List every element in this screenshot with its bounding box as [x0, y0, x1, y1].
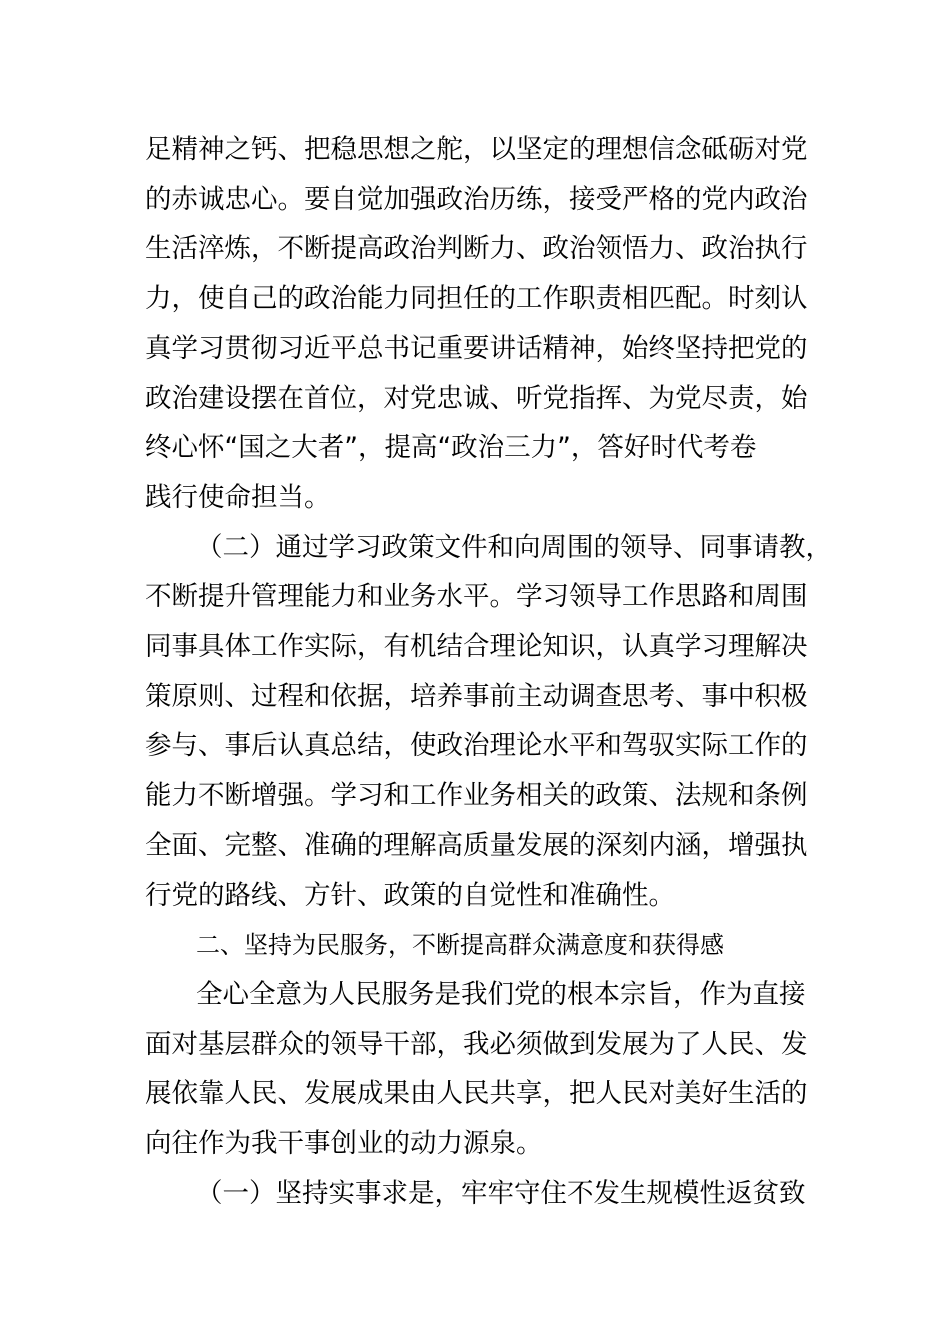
text-line: 展依靠人民、发展成果由人民共享，把人民对美好生活的 [145, 1078, 808, 1110]
text-line: 同事具体工作实际，有机结合理论知识，认真学习理解决 [145, 631, 808, 662]
text-line: 践行使命担当。 [145, 481, 331, 513]
text-line: 的赤诚忠心。要自觉加强政治历练，接受严格的党内政治 [145, 183, 808, 215]
text-line: 力，使自己的政治能力同担任的工作职责相匹配。时刻认 [145, 283, 808, 315]
text-line: 向往作为我干事创业的动力源泉。 [145, 1128, 543, 1159]
text-line: 面对基层群众的领导干部，我必须做到发展为了人民、发 [145, 1028, 808, 1060]
text-line: 策原则、过程和依据，培养事前主动调查思考、事中积极 [145, 680, 808, 712]
text-line: （二）通过学习政策文件和向周围的领导、同事请教， [196, 531, 832, 563]
text-line: 全心全意为人民服务是我们党的根本宗旨，作为直接 [196, 978, 806, 1010]
text-line: 生活淬炼，不断提高政治判断力、政治领悟力、政治执行 [145, 233, 808, 265]
text-line: 真学习贯彻习近平总书记重要讲话精神，始终坚持把党的 [145, 332, 808, 364]
text-line: 政治建设摆在首位，对党忠诚、听党指挥、为党尽责，始 [145, 382, 808, 414]
text-line: 不断提升管理能力和业务水平。学习领导工作思路和周围 [145, 581, 808, 613]
text-line: 全面、完整、准确的理解高质量发展的深刻内涵，增强执 [145, 829, 808, 861]
text-line: 足精神之钙、把稳思想之舵，以坚定的理想信念砥砺对党 [145, 134, 808, 165]
text-line: （一）坚持实事求是，牢牢守住不发生规模性返贫致 [196, 1177, 806, 1209]
text-line: 终心怀“国之大者”，提高“政治三力”，答好时代考卷 [145, 432, 757, 464]
section-heading: 二、坚持为民服务，不断提高群众满意度和获得感 [196, 931, 724, 960]
text-line: 能力不断增强。学习和工作业务相关的政策、法规和条例 [145, 780, 808, 812]
text-line: 参与、事后认真总结，使政治理论水平和驾驭实际工作的 [145, 730, 808, 762]
text-line: 行党的路线、方针、政策的自觉性和准确性。 [145, 879, 675, 911]
